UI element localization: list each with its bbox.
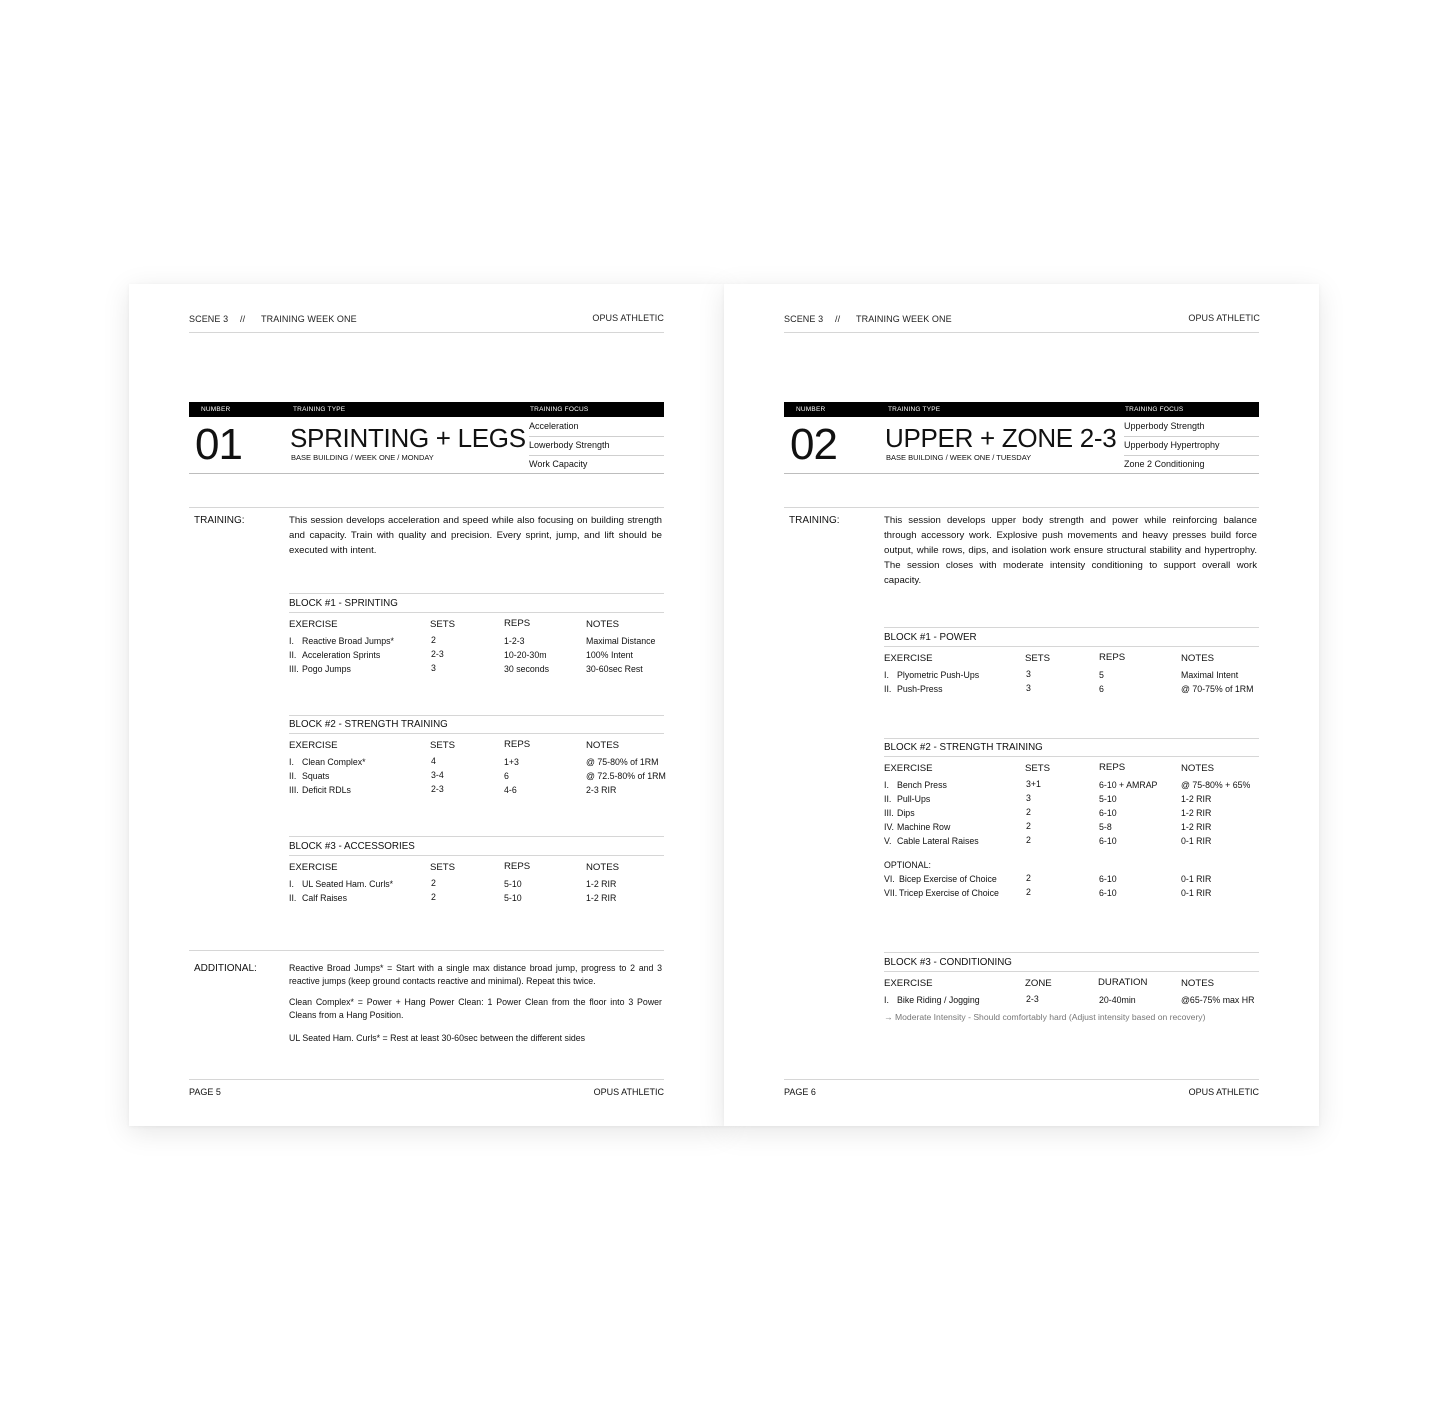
row-exercise: Deficit RDLs xyxy=(302,785,351,795)
block-rule xyxy=(289,715,664,716)
row-exercise: Acceleration Sprints xyxy=(302,650,381,660)
block-rule xyxy=(884,952,1259,953)
row-num: II. xyxy=(884,684,892,694)
row-reps: 6 xyxy=(504,771,509,781)
header-rule xyxy=(189,332,664,333)
header-brand: OPUS ATHLETIC xyxy=(1188,313,1260,323)
col-exercise: EXERCISE xyxy=(884,653,933,664)
row-num: I. xyxy=(289,879,294,889)
intensity-note: → Moderate Intensity - Should comfortably hard (Adjust intensity based on recovery) xyxy=(884,1012,1206,1022)
row-sets: 4 xyxy=(431,756,436,766)
session-subtitle: BASE BUILDING / WEEK ONE / MONDAY xyxy=(291,453,434,462)
session-header-rule xyxy=(189,473,664,474)
row-reps: 10-20-30m xyxy=(504,650,547,660)
row-sets: 3 xyxy=(1026,793,1031,803)
row-num: III. xyxy=(884,808,894,818)
col-zone: ZONE xyxy=(1025,978,1052,989)
focus-item: Upperbody Hypertrophy xyxy=(1124,440,1220,450)
row-exercise: Cable Lateral Raises xyxy=(897,836,979,846)
row-sets: 3 xyxy=(1026,683,1031,693)
footer-rule xyxy=(189,1079,664,1080)
row-num: II. xyxy=(289,650,297,660)
row-notes: 1-2 RIR xyxy=(1181,822,1212,832)
bar-focus-label: TRAINING FOCUS xyxy=(1125,406,1184,413)
header-rule xyxy=(784,332,1259,333)
footer-page: PAGE 5 xyxy=(189,1087,221,1097)
row-num: VII. xyxy=(884,888,898,898)
row-reps: 5-10 xyxy=(504,879,522,889)
row-notes: @ 72.5-80% of 1RM xyxy=(586,771,666,781)
col-sets: SETS xyxy=(430,619,456,630)
section-rule xyxy=(784,507,1259,508)
block-title: BLOCK #2 - STRENGTH TRAINING xyxy=(289,719,448,730)
row-notes: @65-75% max HR xyxy=(1181,995,1255,1005)
footer-brand: OPUS ATHLETIC xyxy=(593,1087,664,1097)
col-exercise: EXERCISE xyxy=(884,978,933,989)
row-notes: 100% Intent xyxy=(586,650,633,660)
row-num: I. xyxy=(884,780,889,790)
row-notes: @ 70-75% of 1RM xyxy=(1181,684,1254,694)
page-6 xyxy=(724,284,1319,1126)
col-exercise: EXERCISE xyxy=(289,740,338,751)
row-num: I. xyxy=(884,670,889,680)
row-num: III. xyxy=(289,664,299,674)
row-sets: 3+1 xyxy=(1026,779,1041,789)
row-exercise: Plyometric Push-Ups xyxy=(897,670,980,680)
bar-type-label: TRAINING TYPE xyxy=(293,406,346,413)
row-exercise: Bike Riding / Jogging xyxy=(897,995,980,1005)
row-exercise: Calf Raises xyxy=(302,893,347,903)
row-sets: 3 xyxy=(1026,669,1031,679)
row-exercise: Dips xyxy=(897,808,915,818)
row-reps: 6-10 xyxy=(1099,808,1117,818)
col-duration: DURATION xyxy=(1098,977,1148,988)
row-notes: 1-2 RIR xyxy=(1181,808,1212,818)
header-separator: // xyxy=(240,314,246,324)
col-sets: SETS xyxy=(1025,763,1051,774)
col-notes: NOTES xyxy=(586,862,620,873)
row-num: IV. xyxy=(884,822,894,832)
section-rule xyxy=(189,507,664,508)
row-notes: @ 75-80% of 1RM xyxy=(586,757,659,767)
block-title: BLOCK #1 - POWER xyxy=(884,632,977,643)
session-number: 02 xyxy=(790,420,837,469)
additional-note: UL Seated Ham. Curls* = Rest at least 30-60sec between the different sides xyxy=(289,1033,586,1043)
training-description: This session develops upper body strength and power while reinforcing balance through accessory work. Explosive push movements and heavy presses build force output, while rows, dips, and isolation work ensure structural stability and hypertrophy. The session closes with moderate intensity conditioning to support overall work capacity. xyxy=(884,515,1257,586)
row-notes: 0-1 RIR xyxy=(1181,888,1212,898)
row-notes: 1-2 RIR xyxy=(586,879,617,889)
row-reps: 30 seconds xyxy=(504,664,549,674)
row-reps: 1-2-3 xyxy=(504,636,525,646)
session-header-bar xyxy=(189,402,664,417)
row-sets: 2 xyxy=(431,892,436,902)
row-notes: 30-60sec Rest xyxy=(586,664,643,674)
row-exercise: Push-Press xyxy=(897,684,943,694)
block-rule xyxy=(884,738,1259,739)
row-num: I. xyxy=(289,757,294,767)
row-notes: 1-2 RIR xyxy=(1181,794,1212,804)
row-sets: 3 xyxy=(431,663,436,673)
row-exercise: Squats xyxy=(302,771,330,781)
page-5 xyxy=(129,284,724,1126)
optional-label: OPTIONAL: xyxy=(884,860,931,870)
row-num: III. xyxy=(289,785,299,795)
row-notes: 2-3 RIR xyxy=(586,785,617,795)
row-notes: Maximal Intent xyxy=(1181,670,1239,680)
header-brand: OPUS ATHLETIC xyxy=(592,313,664,323)
block-rule xyxy=(289,836,664,837)
row-sets: 3-4 xyxy=(431,770,444,780)
row-notes: Maximal Distance xyxy=(586,636,656,646)
focus-item: Work Capacity xyxy=(529,459,588,469)
session-subtitle: BASE BUILDING / WEEK ONE / TUESDAY xyxy=(886,453,1032,462)
row-reps: 5-8 xyxy=(1099,822,1112,832)
header-week: TRAINING WEEK ONE xyxy=(261,314,357,324)
row-duration: 20-40min xyxy=(1099,995,1136,1005)
row-reps: 5-10 xyxy=(1099,794,1117,804)
session-header-bar xyxy=(784,402,1259,417)
col-notes: NOTES xyxy=(1181,978,1215,989)
row-reps: 6 xyxy=(1099,684,1104,694)
col-exercise: EXERCISE xyxy=(884,763,933,774)
additional-note: Clean Complex* = Power + Hang Power Clean: 1 Power Clean from the floor into 3 Power Cleans from a Hang Position. xyxy=(289,997,662,1020)
block-title: BLOCK #3 - ACCESSORIES xyxy=(289,841,415,852)
row-sets: 2 xyxy=(1026,821,1031,831)
row-reps: 5-10 xyxy=(504,893,522,903)
focus-divider xyxy=(1124,455,1259,456)
row-reps: 6-10 + AMRAP xyxy=(1099,780,1158,790)
row-notes: 1-2 RIR xyxy=(586,893,617,903)
block-rule xyxy=(289,733,664,734)
footer-brand: OPUS ATHLETIC xyxy=(1188,1087,1259,1097)
row-reps: 6-10 xyxy=(1099,874,1117,884)
bar-focus-label: TRAINING FOCUS xyxy=(530,406,589,413)
row-sets: 2 xyxy=(1026,807,1031,817)
col-notes: NOTES xyxy=(586,619,620,630)
block-rule xyxy=(289,593,664,594)
row-sets: 2-3 xyxy=(431,784,444,794)
header-separator: // xyxy=(835,314,841,324)
section-rule xyxy=(189,950,664,951)
row-sets: 2 xyxy=(1026,887,1031,897)
row-reps: 6-10 xyxy=(1099,888,1117,898)
header-scene: SCENE 3 xyxy=(784,314,824,324)
row-num: II. xyxy=(884,794,892,804)
block-rule xyxy=(884,646,1259,647)
footer-rule xyxy=(784,1079,1259,1080)
row-exercise: Pull-Ups xyxy=(897,794,931,804)
header-week: TRAINING WEEK ONE xyxy=(856,314,952,324)
focus-item: Upperbody Strength xyxy=(1124,421,1205,431)
row-exercise: Tricep Exercise of Choice xyxy=(899,888,999,898)
focus-item: Lowerbody Strength xyxy=(529,440,610,450)
row-exercise: Bench Press xyxy=(897,780,947,790)
block-rule xyxy=(884,971,1259,972)
row-num: II. xyxy=(289,771,297,781)
row-sets: 2 xyxy=(1026,873,1031,883)
row-reps: 5 xyxy=(1099,670,1104,680)
bar-type-label: TRAINING TYPE xyxy=(888,406,941,413)
col-sets: SETS xyxy=(1025,653,1051,664)
row-reps: 4-6 xyxy=(504,785,517,795)
focus-item: Acceleration xyxy=(529,421,579,431)
block-rule xyxy=(289,612,664,613)
row-exercise: Machine Row xyxy=(897,822,951,832)
header-scene: SCENE 3 xyxy=(189,314,229,324)
col-reps: REPS xyxy=(504,739,531,750)
row-sets: 2 xyxy=(431,635,436,645)
row-sets: 2 xyxy=(431,878,436,888)
row-sets: 2-3 xyxy=(431,649,444,659)
row-num: VI. xyxy=(884,874,895,884)
bar-number-label: NUMBER xyxy=(201,406,231,413)
focus-item: Zone 2 Conditioning xyxy=(1124,459,1205,469)
row-zone: 2-3 xyxy=(1026,994,1039,1004)
row-exercise: Clean Complex* xyxy=(302,757,366,767)
focus-divider xyxy=(1124,436,1259,437)
session-number: 01 xyxy=(195,420,242,469)
row-num: II. xyxy=(289,893,297,903)
additional-note: Reactive Broad Jumps* = Start with a single max distance broad jump, progress to 2 and 3 reactive jumps (keep ground contacts reactive and minimal). Repeat this twice. xyxy=(289,963,662,986)
training-label: TRAINING: xyxy=(194,515,245,526)
row-exercise: Bicep Exercise of Choice xyxy=(899,874,997,884)
col-reps: REPS xyxy=(504,618,531,629)
session-header-rule xyxy=(784,473,1259,474)
block-title: BLOCK #2 - STRENGTH TRAINING xyxy=(884,742,1043,753)
row-num: I. xyxy=(289,636,294,646)
training-label: TRAINING: xyxy=(789,515,840,526)
row-num: I. xyxy=(884,995,889,1005)
focus-divider xyxy=(529,455,664,456)
col-reps: REPS xyxy=(504,861,531,872)
additional-label: ADDITIONAL: xyxy=(194,963,257,974)
col-exercise: EXERCISE xyxy=(289,619,338,630)
block-rule xyxy=(884,627,1259,628)
bar-number-label: NUMBER xyxy=(796,406,826,413)
block-title: BLOCK #3 - CONDITIONING xyxy=(884,957,1012,968)
row-reps: 1+3 xyxy=(504,757,519,767)
row-exercise: UL Seated Ham. Curls* xyxy=(302,879,394,889)
training-description: This session develops acceleration and speed while also focusing on building strength and capacity. Train with quality and precision. Every sprint, jump, and lift should be executed with intent. xyxy=(289,515,662,556)
col-sets: SETS xyxy=(430,740,456,751)
block-title: BLOCK #1 - SPRINTING xyxy=(289,598,398,609)
col-sets: SETS xyxy=(430,862,456,873)
focus-divider xyxy=(529,436,664,437)
row-sets: 2 xyxy=(1026,835,1031,845)
col-notes: NOTES xyxy=(1181,653,1215,664)
row-num: V. xyxy=(884,836,892,846)
col-reps: REPS xyxy=(1099,762,1126,773)
block-rule xyxy=(884,756,1259,757)
footer-page: PAGE 6 xyxy=(784,1087,816,1097)
row-exercise: Reactive Broad Jumps* xyxy=(302,636,394,646)
col-exercise: EXERCISE xyxy=(289,862,338,873)
block-rule xyxy=(289,855,664,856)
row-exercise: Pogo Jumps xyxy=(302,664,351,674)
col-notes: NOTES xyxy=(586,740,620,751)
col-notes: NOTES xyxy=(1181,763,1215,774)
session-title: SPRINTING + LEGS xyxy=(290,423,526,453)
row-notes: 0-1 RIR xyxy=(1181,874,1212,884)
row-notes: @ 75-80% + 65% xyxy=(1181,780,1251,790)
row-reps: 6-10 xyxy=(1099,836,1117,846)
row-notes: 0-1 RIR xyxy=(1181,836,1212,846)
session-title: UPPER + ZONE 2-3 xyxy=(885,423,1117,453)
col-reps: REPS xyxy=(1099,652,1126,663)
